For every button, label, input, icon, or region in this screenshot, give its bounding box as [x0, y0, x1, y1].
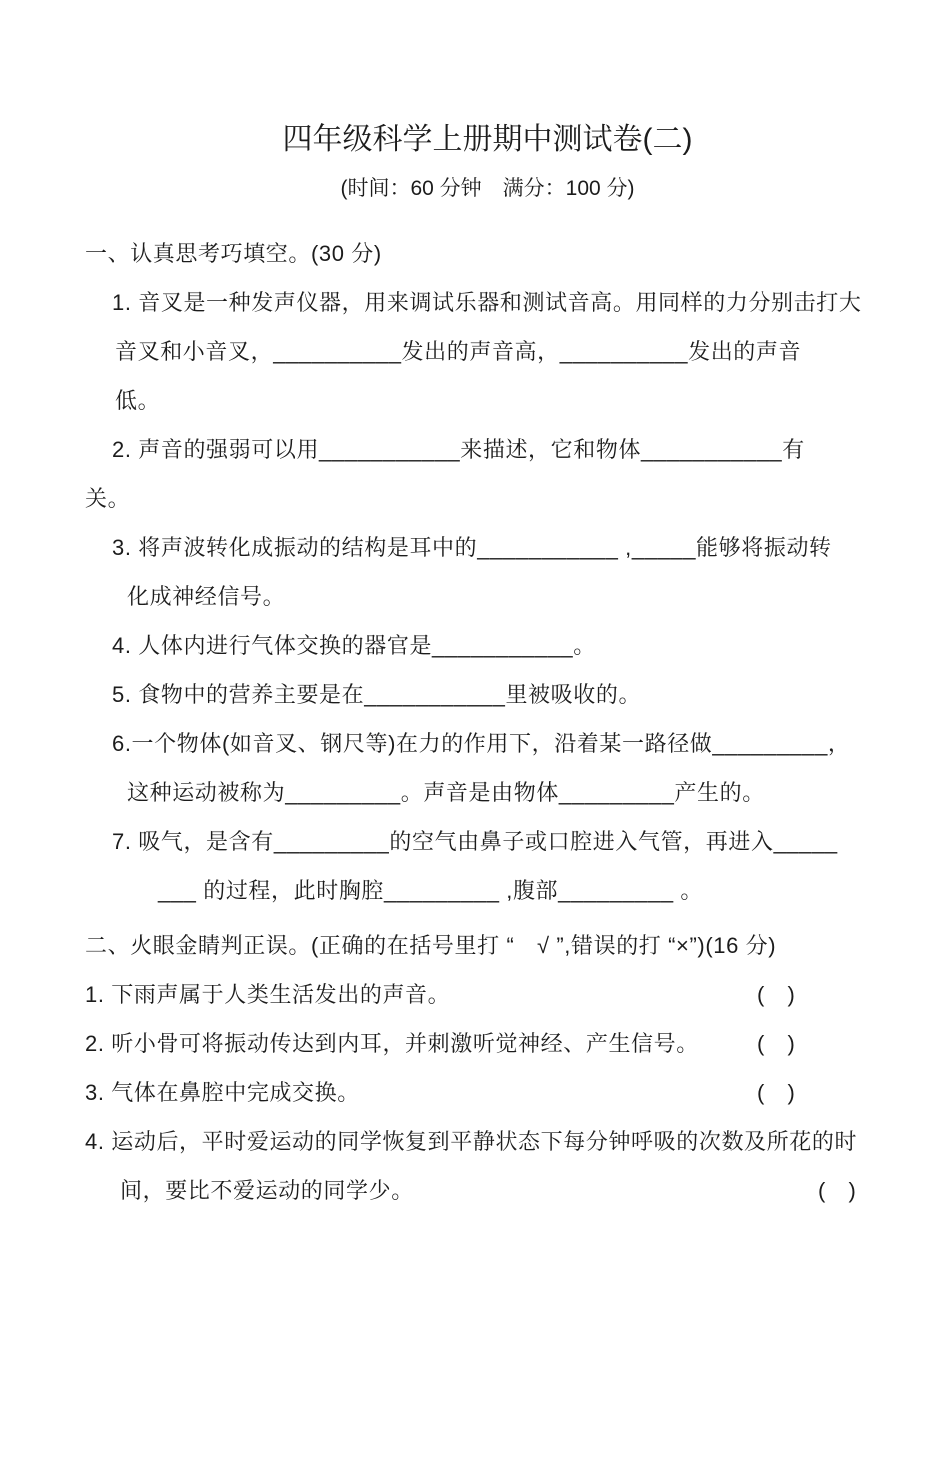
s1-q1-line-3: 低。	[115, 388, 161, 413]
judge-item-4-answer-parens: ( )	[818, 1178, 857, 1203]
s1-q1-line-2: 音叉和小音叉，__________发出的声音高，__________发出的声音	[115, 339, 802, 364]
page-subtitle: (时间：60 分钟 满分：100 分)	[340, 177, 635, 200]
judge-item-2-answer-parens: ( )	[757, 1031, 796, 1056]
judge-item-1-text: 1. 下雨声属于人类生活发出的声音。	[85, 982, 451, 1007]
judge-item-4	[85, 1166, 890, 1215]
test-paper-page	[0, 118, 950, 1462]
judge-item-3-answer-parens: ( )	[757, 1080, 796, 1105]
s1-q5-line-1: 5. 食物中的营养主要是在___________里被吸收的。	[112, 682, 642, 707]
judge-item-4-line-1: 4. 运动后，平时爱运动的同学恢复到平静状态下每分钟呼吸的次数及所花的时	[85, 1129, 858, 1154]
judge-item-2-text: 2. 听小骨可将振动传达到内耳，并刺激听觉神经、产生信号。	[85, 1031, 699, 1056]
judge-item-2	[85, 1019, 890, 1068]
s1-q4-line-1: 4. 人体内进行气体交换的器官是___________。	[112, 633, 596, 658]
s1-q1-line-1: 1. 音叉是一种发声仪器，用来调试乐器和测试音高。用同样的力分别击打大	[112, 290, 862, 315]
section2-heading: 二、火眼金睛判正误。(正确的在括号里打 “ √ ”,错误的打 “×”)(16 分)	[85, 933, 777, 958]
s1-q3-line-2: 化成神经信号。	[127, 584, 286, 609]
page-title: 四年级科学上册期中测试卷(二)	[282, 123, 693, 156]
s1-q6-line-2: 这种运动被称为_________。声音是由物体_________产生的。	[127, 780, 765, 805]
judge-item-3-text: 3. 气体在鼻腔中完成交换。	[85, 1080, 360, 1105]
judge-item-3	[85, 1068, 890, 1117]
s1-q7-line-1: 7. 吸气，是含有_________的空气由鼻子或口腔进入气管，再进入_____	[112, 829, 838, 854]
judge-item-1	[85, 970, 890, 1019]
s1-q2-line-1: 2. 声音的强弱可以用___________来描述，它和物体___________有	[112, 437, 805, 462]
judge-item-1-answer-parens: ( )	[757, 982, 796, 1007]
s1-q2-line-2: 关。	[85, 486, 131, 511]
s1-q3-line-1: 3. 将声波转化成振动的结构是耳中的___________ ,_____能够将振动转	[112, 535, 832, 560]
s1-q7-line-2: ___ 的过程，此时胸腔_________ ,腹部_________ 。	[158, 878, 703, 903]
section1-heading: 一、认真思考巧填空。(30 分)	[85, 241, 382, 266]
judge-item-4-text: 间，要比不爱运动的同学少。	[120, 1178, 414, 1203]
s1-q6-line-1: 6.一个物体(如音叉、钢尺等)在力的作用下，沿着某一路径做_________，	[112, 731, 851, 756]
